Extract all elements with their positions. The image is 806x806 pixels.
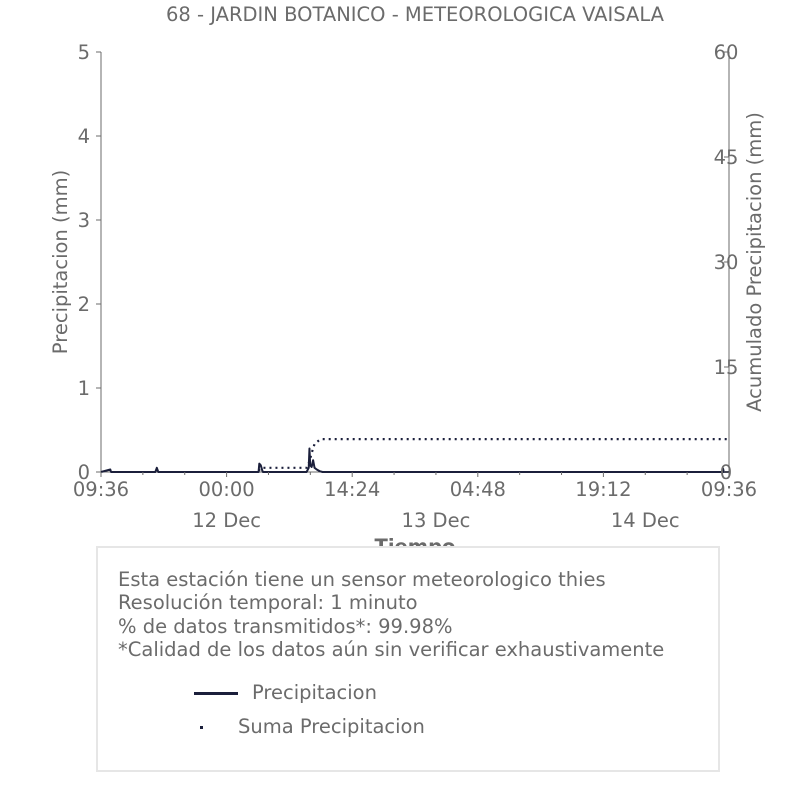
x-date-label: 13 Dec [401, 509, 471, 532]
station-info-text [118, 568, 664, 661]
chart-title: 68 - JARDIN BOTANICO - METEOROLOGICA VAISALA [165, 3, 665, 26]
info-quality-line: *Calidad de los datos aún sin verificar exhaustivamente [118, 637, 665, 661]
y-axis-label: Precipitacion (mm) [49, 169, 72, 355]
x-tick-label: 04:48 [449, 478, 506, 501]
info-transmitted-line: % de datos transmitidos*: 99.98% [118, 614, 453, 638]
y2-tick-label: 0 [719, 461, 733, 484]
y2-tick-label: 30 [713, 251, 739, 274]
info-resolution-line: Resolución temporal: 1 minuto [118, 591, 418, 615]
series-line [259, 439, 729, 471]
x-tick-label: 00:00 [198, 478, 255, 501]
series-line [101, 448, 729, 472]
legend-label-precipitacion: Precipitacion [252, 681, 377, 704]
right-axis-ticks [714, 41, 739, 484]
info-sensor-line: Esta estación tiene un sensor meteorologico thies [118, 568, 606, 591]
legend-line-swatch [194, 692, 238, 695]
legend-label-suma-precipitacion: Suma Precipitacion [238, 715, 425, 738]
x-date-label: 14 Dec [610, 509, 680, 532]
legend-dot-swatch [200, 726, 203, 729]
y2-tick-label: 45 [713, 146, 739, 169]
y2-tick-label: 60 [713, 41, 739, 64]
x-tick-label: 19:12 [575, 478, 632, 501]
x-tick-label: 14:24 [324, 478, 381, 501]
time-axis-ticks [73, 472, 757, 532]
x-date-label: 12 Dec [192, 509, 261, 532]
x-tick-label: 09:36 [700, 478, 758, 501]
series-suma-precipitacion [259, 439, 729, 471]
y-tick-label: 5 [77, 41, 90, 64]
y-tick-label: 2 [77, 293, 90, 316]
station-info-box [96, 546, 720, 772]
y-tick-label: 4 [77, 125, 90, 148]
y2-axis-label: Acumulado Precipitacion (mm) [743, 112, 766, 412]
x-tick-label: 09:36 [72, 478, 130, 501]
series-precipitacion [101, 448, 729, 472]
y2-tick-label: 15 [713, 356, 739, 379]
y-tick-label: 3 [77, 209, 90, 232]
y-tick-label: 1 [77, 377, 90, 400]
plot-area [101, 439, 729, 472]
y-tick-label: 0 [77, 461, 90, 484]
left-axis-ticks [78, 41, 101, 484]
